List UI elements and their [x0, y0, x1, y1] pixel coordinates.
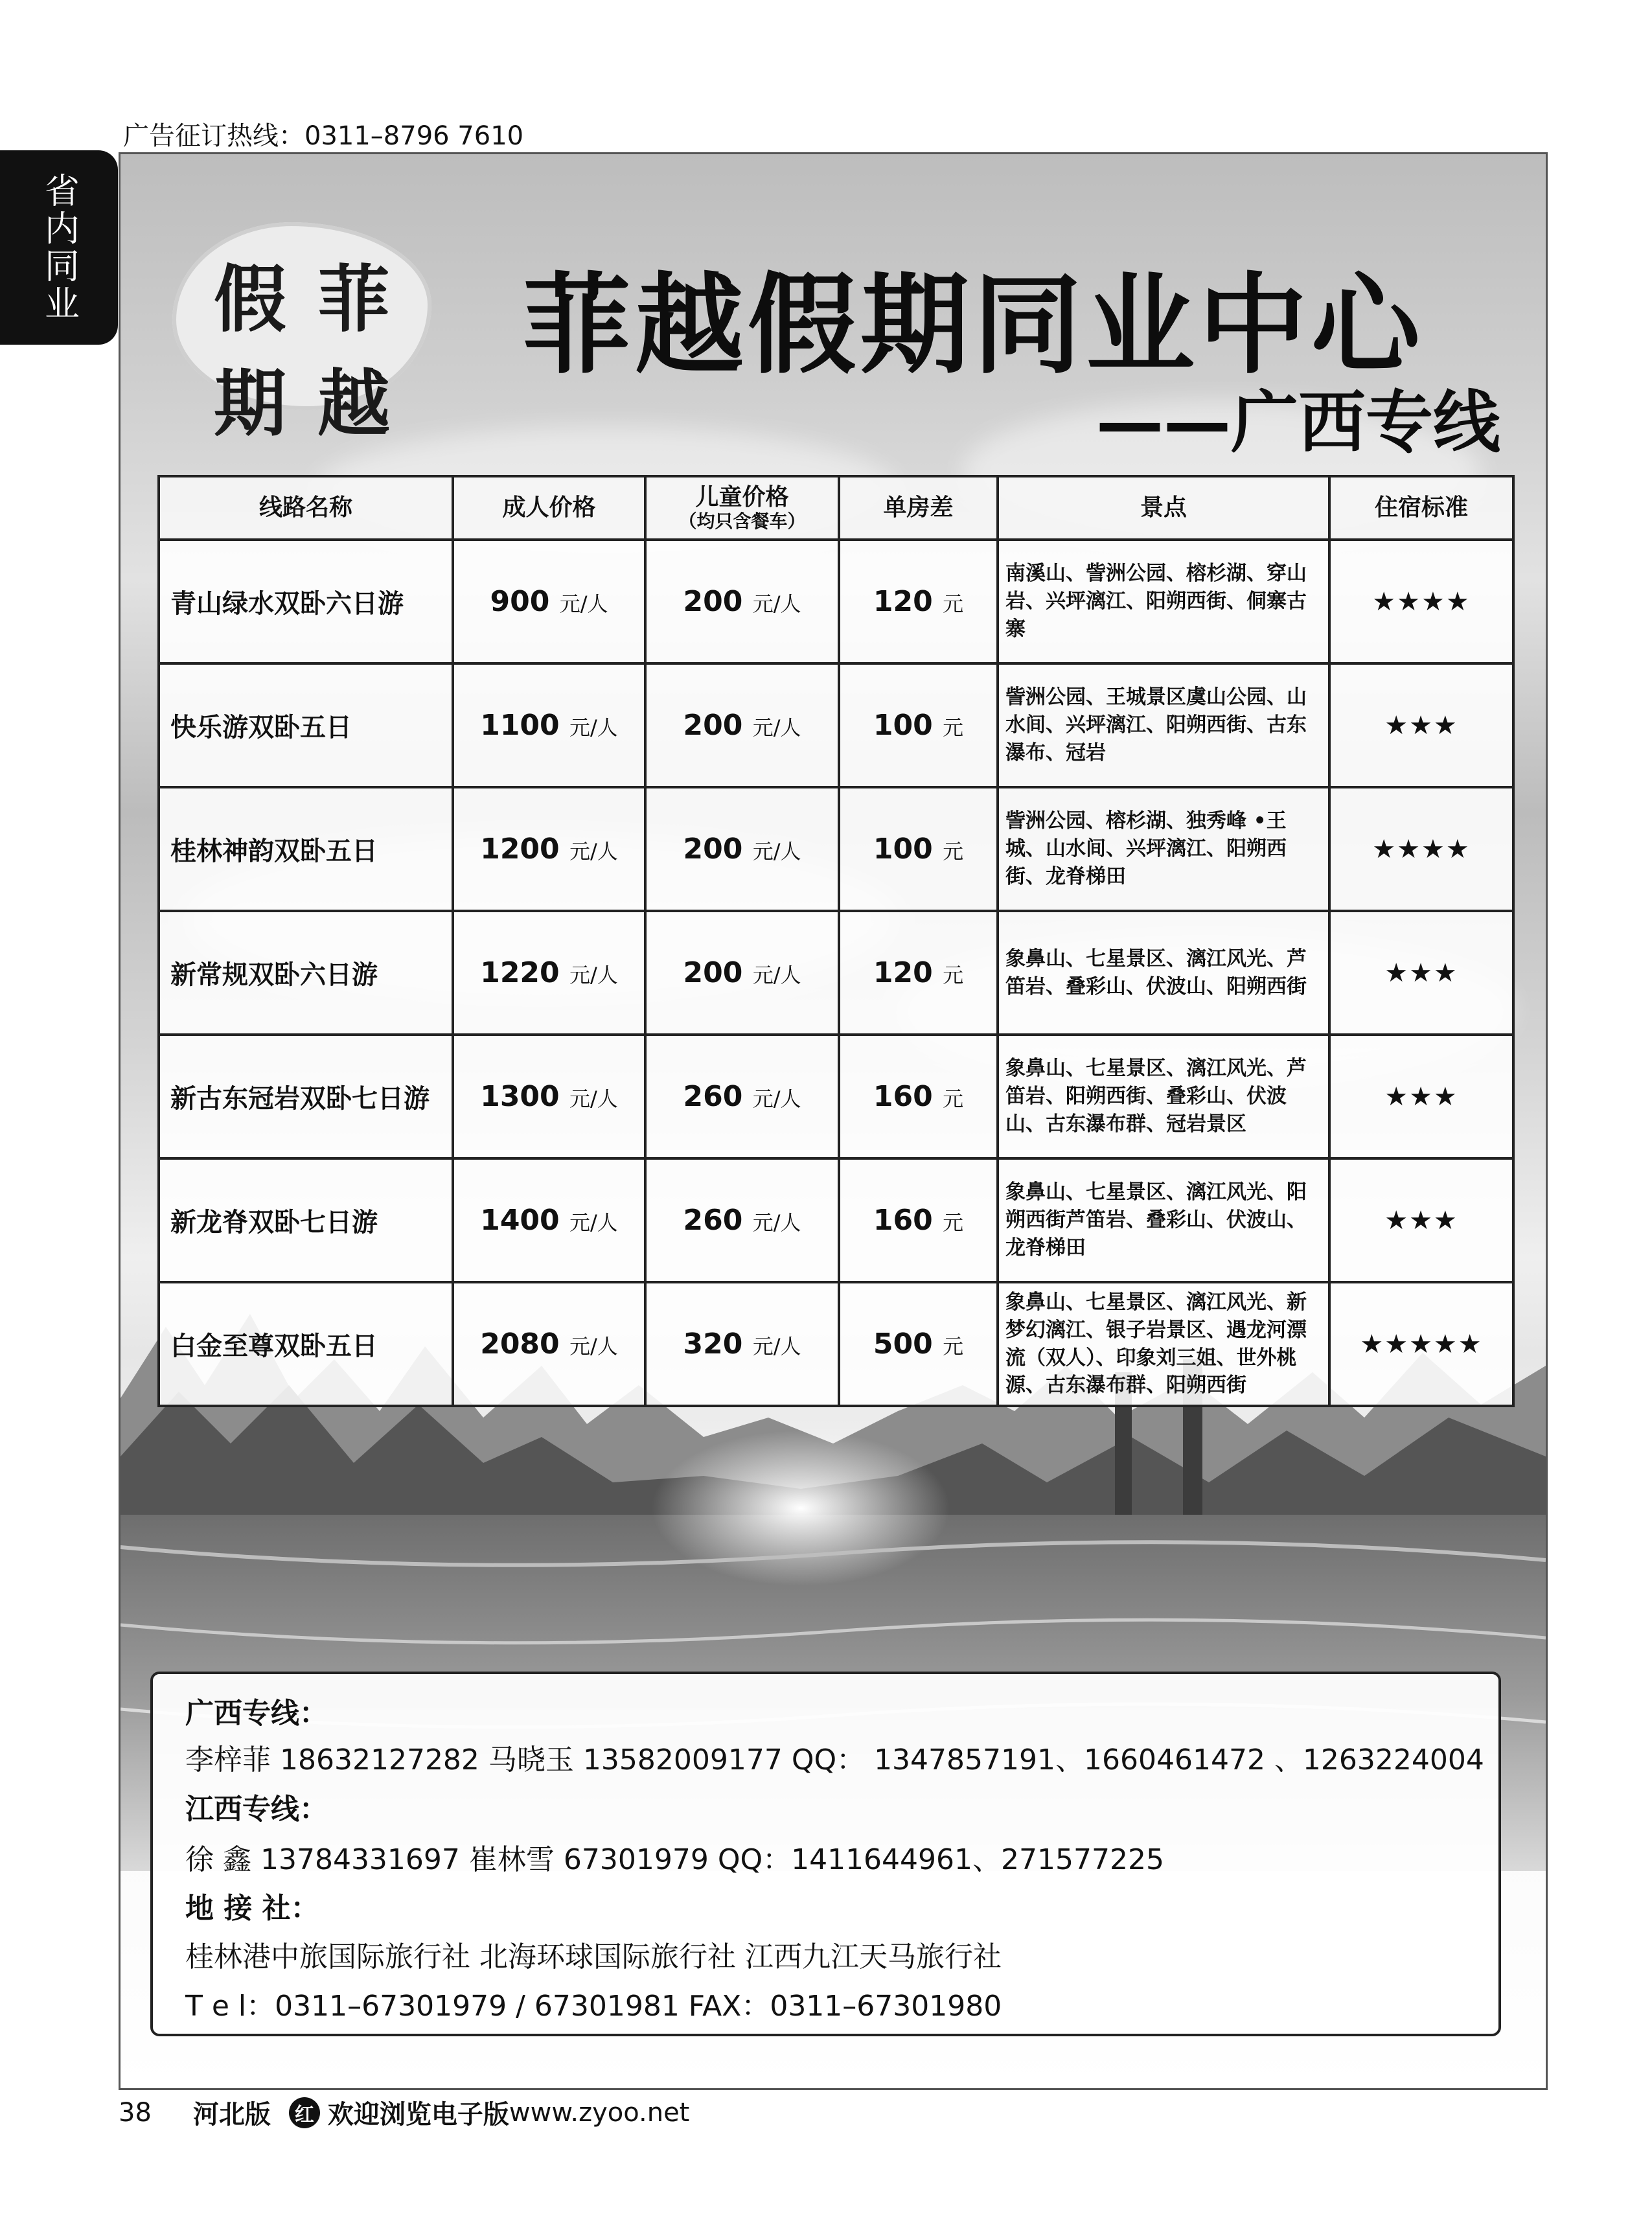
hotel-star-rating: ★★★★ — [1329, 787, 1513, 911]
price-unit: 元/人 — [569, 1210, 618, 1235]
guangxi-line-heading: 广西专线： — [185, 1697, 328, 1730]
price-unit: 元/人 — [559, 592, 608, 616]
single-supplement — [839, 663, 998, 787]
single-supplement-value: 120 — [873, 956, 933, 989]
route-name: 新古东冠岩双卧七日游 — [159, 1035, 453, 1158]
contact-box — [150, 1672, 1501, 2036]
logo-char: 越 — [317, 362, 390, 446]
ad-hotline: 广告征订热线：0311–8796 7610 — [123, 121, 524, 151]
child-price — [645, 1158, 839, 1282]
adult-price — [453, 1282, 645, 1406]
child-price-value: 200 — [683, 585, 743, 618]
table-row — [159, 1158, 1513, 1282]
edition-label: 河北版 — [192, 2100, 271, 2130]
single-supplement-value: 100 — [873, 709, 933, 742]
table-row — [159, 1035, 1513, 1158]
hotel-star-rating: ★★★★★ — [1329, 1282, 1513, 1406]
child-price — [645, 787, 839, 911]
route-name: 新常规双卧六日游 — [159, 911, 453, 1035]
price-unit: 元/人 — [752, 963, 801, 987]
attractions: 南溪山、訾洲公园、榕杉湖、穿山岩、兴坪漓江、阳朔西街、侗寨古寨 — [998, 540, 1329, 663]
child-price — [645, 1035, 839, 1158]
local-agency-list: 桂林港中旅国际旅行社 北海环球国际旅行社 江西九江天马旅行社 — [185, 1940, 1002, 1973]
route-name: 白金至尊双卧五日 — [159, 1282, 453, 1406]
tel-fax: T e l：0311–67301979 / 67301981 FAX：0311–67301980 — [185, 1990, 1002, 2023]
header-child-price — [645, 476, 839, 540]
page-number: 38 — [119, 2097, 152, 2128]
price-unit: 元/人 — [569, 839, 618, 864]
welcome-text: 欢迎浏览电子版 — [327, 2100, 509, 2130]
attractions: 訾洲公园、榕杉湖、独秀峰 •王城、山水间、兴坪漓江、阳朔西街、龙脊梯田 — [998, 787, 1329, 911]
price-unit: 元/人 — [569, 1087, 618, 1111]
guangxi-contacts: 李梓菲 18632127282 马晓玉 13582009177 QQ： 1347857191、1660461472 、1263224004 — [185, 1743, 1484, 1776]
single-supplement-value: 120 — [873, 585, 933, 618]
adult-price — [453, 1158, 645, 1282]
hotel-star-rating: ★★★ — [1329, 1035, 1513, 1158]
adult-price-value: 2080 — [480, 1328, 560, 1361]
hotel-star-rating: ★★★ — [1329, 1158, 1513, 1282]
logo-char: 菲 — [317, 257, 390, 342]
header-attractions: 景点 — [998, 476, 1329, 540]
section-tab-label: 省内同业 — [39, 172, 80, 323]
attractions: 象鼻山、七星景区、漓江风光、芦笛岩、叠彩山、伏波山、阳朔西街 — [998, 911, 1329, 1035]
price-unit: 元/人 — [752, 1087, 801, 1111]
single-supplement — [839, 911, 998, 1035]
logo-char: 期 — [214, 362, 286, 446]
price-unit: 元/人 — [569, 715, 618, 740]
price-unit: 元 — [943, 715, 964, 740]
adult-price-value: 1100 — [480, 709, 560, 742]
hotel-star-rating: ★★★ — [1329, 663, 1513, 787]
local-agency-heading: 地 接 社： — [185, 1892, 319, 1925]
route-price-table — [157, 475, 1515, 1407]
single-supplement — [839, 787, 998, 911]
jiangxi-contacts: 徐 鑫 13784331697 崔林雪 67301979 QQ：1411644961、271577225 — [185, 1843, 1164, 1876]
table-row — [159, 540, 1513, 663]
adult-price-value: 1400 — [480, 1204, 560, 1237]
child-price — [645, 540, 839, 663]
page-footer — [119, 2094, 689, 2131]
price-unit: 元 — [943, 839, 964, 864]
header-adult-price: 成人价格 — [453, 476, 645, 540]
route-name: 快乐游双卧五日 — [159, 663, 453, 787]
ad-title: 菲越假期同业中心 — [522, 262, 1424, 389]
price-unit: 元 — [943, 1210, 964, 1235]
company-logo — [172, 222, 431, 446]
price-unit: 元 — [943, 963, 964, 987]
single-supplement-value: 500 — [873, 1328, 933, 1361]
single-supplement-value: 160 — [873, 1204, 933, 1237]
route-name: 新龙脊双卧七日游 — [159, 1158, 453, 1282]
single-supplement — [839, 540, 998, 663]
table-header-row — [159, 476, 1513, 540]
adult-price-value: 1220 — [480, 956, 560, 989]
price-unit: 元/人 — [569, 963, 618, 987]
adult-price — [453, 663, 645, 787]
price-unit: 元 — [943, 1087, 964, 1111]
logo-char: 假 — [214, 257, 286, 342]
adult-price — [453, 787, 645, 911]
adult-price-value: 1200 — [480, 833, 560, 866]
child-price-value: 260 — [683, 1204, 743, 1237]
price-unit: 元/人 — [752, 715, 801, 740]
price-unit: 元/人 — [752, 592, 801, 616]
child-price-value: 320 — [683, 1328, 743, 1361]
website-url[interactable]: www.zyoo.net — [509, 2097, 690, 2128]
adult-price — [453, 911, 645, 1035]
hotel-star-rating: ★★★★ — [1329, 540, 1513, 663]
child-price — [645, 911, 839, 1035]
price-unit: 元/人 — [569, 1334, 618, 1359]
price-unit: 元 — [943, 1334, 964, 1359]
child-price-value: 200 — [683, 709, 743, 742]
single-supplement-value: 160 — [873, 1080, 933, 1113]
hotel-star-rating: ★★★ — [1329, 911, 1513, 1035]
header-child-price-note: （均只含餐车） — [678, 510, 806, 532]
single-supplement — [839, 1158, 998, 1282]
child-price-value: 200 — [683, 956, 743, 989]
adult-price — [453, 540, 645, 663]
route-name: 青山绿水双卧六日游 — [159, 540, 453, 663]
table-row — [159, 911, 1513, 1035]
ad-subtitle: ——广西专线 — [1096, 383, 1500, 462]
table-row — [159, 1282, 1513, 1406]
child-price-value: 200 — [683, 833, 743, 866]
section-tab — [0, 150, 118, 345]
child-price — [645, 663, 839, 787]
price-unit: 元/人 — [752, 839, 801, 864]
route-name: 桂林神韵双卧五日 — [159, 787, 453, 911]
price-unit: 元/人 — [752, 1334, 801, 1359]
child-price-value: 260 — [683, 1080, 743, 1113]
single-supplement — [839, 1035, 998, 1158]
adult-price-value: 1300 — [480, 1080, 560, 1113]
header-single-supplement: 单房差 — [839, 476, 998, 540]
price-unit: 元/人 — [752, 1210, 801, 1235]
table-row — [159, 787, 1513, 911]
header-route-name: 线路名称 — [159, 476, 453, 540]
attractions: 象鼻山、七星景区、漓江风光、芦笛岩、阳朔西街、叠彩山、伏波山、古东瀑布群、冠岩景区 — [998, 1035, 1329, 1158]
attractions: 訾洲公园、王城景区虞山公园、山水间、兴坪漓江、阳朔西街、古东瀑布、冠岩 — [998, 663, 1329, 787]
jiangxi-line-heading: 江西专线： — [185, 1793, 328, 1826]
adult-price — [453, 1035, 645, 1158]
attractions: 象鼻山、七星景区、漓江风光、新梦幻漓江、银子岩景区、遇龙河漂流（双人）、印象刘三姐、世外桃源、古东瀑布群、阳朔西街 — [998, 1282, 1329, 1406]
table-row — [159, 663, 1513, 787]
header-child-price-label: 儿童价格 — [695, 484, 789, 511]
header-hotel-standard: 住宿标准 — [1329, 476, 1513, 540]
single-supplement — [839, 1282, 998, 1406]
price-unit: 元 — [943, 592, 964, 616]
single-supplement-value: 100 — [873, 833, 933, 866]
attractions: 象鼻山、七星景区、漓江风光、阳朔西街芦笛岩、叠彩山、伏波山、龙脊梯田 — [998, 1158, 1329, 1282]
red-badge-icon: 红 — [289, 2097, 320, 2128]
child-price — [645, 1282, 839, 1406]
adult-price-value: 900 — [490, 585, 550, 618]
